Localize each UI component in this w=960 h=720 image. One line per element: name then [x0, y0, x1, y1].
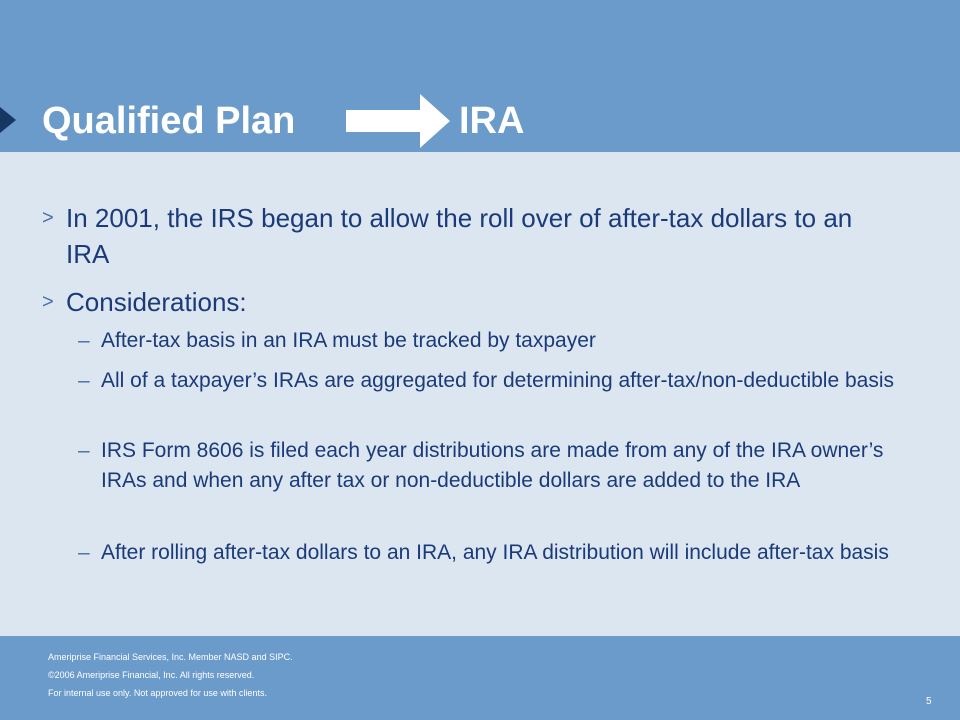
slide-title-left: Qualified Plan — [42, 100, 296, 142]
footer-copyright: ©2006 Ameriprise Financial, Inc. All rights reserved. — [48, 670, 255, 680]
sub-bullet-item — [78, 326, 898, 356]
sub-bullet-text: After-tax basis in an IRA must be tracked by taxpayer — [101, 329, 596, 352]
page-number: 5 — [926, 696, 932, 707]
sub-bullet-marker: – — [78, 439, 90, 462]
sub-bullet-item — [78, 366, 898, 396]
right-arrow-icon — [346, 94, 452, 148]
title-bar — [0, 0, 960, 152]
slide-body — [0, 152, 960, 636]
sub-bullet-text: After rolling after-tax dollars to an IRA, any IRA distribution will include after-tax basis — [101, 541, 889, 564]
sub-bullet-marker: – — [78, 329, 90, 352]
bullet-text: Considerations: — [66, 287, 247, 317]
bullet-marker: > — [42, 207, 54, 229]
sub-bullet-marker: – — [78, 369, 90, 392]
bullet-item — [42, 284, 902, 320]
footer-disclosure: Ameriprise Financial Services, Inc. Member NASD and SIPC. — [48, 652, 293, 662]
sub-bullet-text: IRS Form 8606 is filed each year distributions are made from any of the IRA owner’s IRAs and when any after tax or non-deductible dollars are added to the IRA — [101, 439, 884, 492]
bullet-item — [42, 200, 902, 272]
title-marker-triangle-icon — [0, 107, 16, 133]
sub-bullet-item — [78, 436, 898, 496]
sub-bullet-item — [78, 538, 898, 568]
slide-title-right: IRA — [459, 100, 525, 142]
bullet-text: In 2001, the IRS began to allow the roll over of after-tax dollars to an IRA — [66, 203, 853, 269]
footer-internal-use-note: For internal use only. Not approved for use with clients. — [48, 688, 267, 698]
sub-bullet-text: All of a taxpayer’s IRAs are aggregated for determining after-tax/non-deductible basis — [101, 369, 894, 392]
sub-bullet-marker: – — [78, 541, 90, 564]
footer-bar — [0, 636, 960, 720]
bullet-marker: > — [42, 291, 54, 313]
